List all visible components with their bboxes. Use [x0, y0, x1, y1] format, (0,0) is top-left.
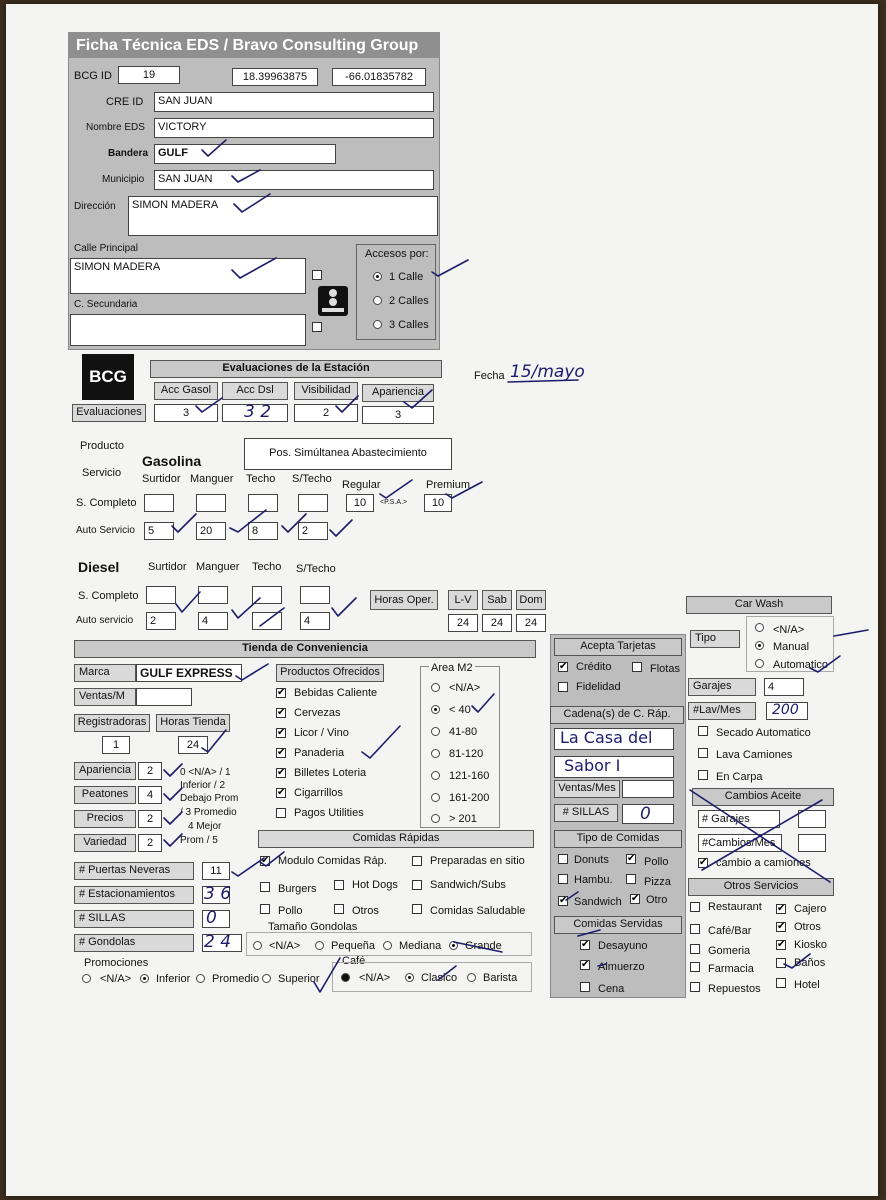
gondolas-handwritten: 2 4 [204, 932, 232, 952]
servicio-gomeria-checkbox[interactable] [690, 944, 700, 954]
tipo-sandwich-checkbox[interactable]: ✔ [559, 895, 568, 906]
horas-col-dom: Dom [516, 590, 546, 610]
tipo-sandwich-label: Sandwich [574, 896, 622, 908]
comidas-rapidas-title: Comidas Rápidas [258, 830, 534, 848]
servicio-banos-label: Baños [794, 957, 826, 969]
cafe-option-1: Clasico [421, 972, 458, 984]
estacionamientos-handwritten: 3 6 [204, 884, 232, 904]
lava-camiones-checkbox[interactable] [698, 748, 708, 758]
scale-line-5: 4 Mejor [188, 821, 222, 832]
bandera-field[interactable]: GULF [154, 144, 336, 164]
calle-principal-field[interactable]: SIMON MADERA [70, 258, 306, 294]
dsl-sc-surtidor[interactable] [146, 586, 176, 604]
area-option-5: 161-200 [449, 792, 490, 804]
cadena-sillas-label: # SILLAS [554, 804, 618, 822]
prod-loteria-label: Billetes Loteria [294, 767, 367, 779]
tarjeta-fidelidad-checkbox[interactable] [558, 682, 568, 692]
promo-option-1: Inferior [156, 973, 191, 985]
servida-cena-label: Cena [598, 983, 625, 995]
prod-cervezas-checkbox[interactable]: ✔ [277, 707, 286, 718]
cadena-sillas-handwritten: 0 [640, 804, 651, 824]
bcg-id-field[interactable]: 19 [118, 66, 180, 84]
gas-col-manguer: Manguer [190, 473, 234, 485]
promo-option-3: Superior [278, 973, 320, 985]
eval-acc-dsl-handwritten: 3 2 [244, 402, 272, 422]
col-acc-gasol: Acc Gasol [154, 382, 218, 400]
servicio-restaurant-label: Restaurant [708, 901, 762, 913]
puertas-label: # Puertas Neveras [74, 862, 194, 880]
tienda-sillas-handwritten: 0 [206, 908, 217, 928]
check-regular [380, 480, 412, 498]
servida-almuerzo-checkbox[interactable]: ✔ [581, 959, 590, 970]
producto-label: Producto [80, 440, 125, 452]
gas-sc-techo[interactable] [248, 494, 278, 512]
area-option-1: < 40 [449, 704, 471, 716]
calle-secundaria-label: C. Secundaria [74, 299, 138, 310]
car-wash-tipo-group [746, 616, 834, 672]
otros-servicios-title: Otros Servicios [688, 878, 834, 896]
comida-burgers-label: Burgers [278, 883, 317, 895]
cafe-radio-2[interactable] [467, 973, 476, 982]
traffic-light-icon [318, 286, 348, 316]
psa-label: <P.S.A.> [380, 499, 408, 506]
servicio-cajero-checkbox[interactable]: ✔ [777, 903, 786, 914]
lava-camiones-label: Lava Camiones [716, 749, 793, 761]
regular-field[interactable]: 10 [346, 494, 374, 512]
car-wash-garajes-field[interactable]: 4 [764, 678, 804, 696]
area-radio-4[interactable] [431, 771, 440, 780]
car-wash-title: Car Wash [686, 596, 832, 614]
eval-visibilidad[interactable]: 2 [294, 404, 358, 422]
tarjeta-credito-label: Crédito [576, 661, 612, 673]
pos-simultanea-box: Pos. Simúltanea Abastecimiento [244, 438, 452, 470]
col-apariencia: Apariencia [362, 384, 434, 402]
comida-otros-label: Otros [352, 905, 379, 917]
prod-bebidas-label: Bebidas Caliente [294, 687, 378, 699]
servicio-hotel-label: Hotel [794, 979, 820, 991]
servicio-gomeria-label: Gomeria [708, 945, 751, 957]
prod-loteria-checkbox[interactable]: ✔ [277, 767, 286, 778]
gas-as-surtidor[interactable]: 5 [144, 522, 174, 540]
tarjeta-fidelidad-label: Fidelidad [576, 681, 621, 693]
col-visibilidad: Visibilidad [294, 382, 358, 400]
productos-title: Productos Ofrecidos [276, 664, 384, 682]
tamano-option-0: <N/A> [269, 940, 301, 952]
area-radio-5[interactable] [431, 793, 440, 802]
tipo-pollo-checkbox[interactable]: ✔ [627, 853, 636, 864]
accesos-radio-3[interactable] [373, 320, 382, 329]
cambios-aceite-title: Cambios Aceite [692, 788, 834, 806]
area-radio-3[interactable] [431, 749, 440, 758]
lav-mes-handwritten: 200 [772, 702, 799, 718]
accesos-title: Accesos por: [365, 248, 429, 260]
prod-cervezas-label: Cervezas [294, 707, 341, 719]
calle-secundaria-field[interactable] [70, 314, 306, 346]
horas-tienda-label: Horas Tienda [156, 714, 230, 732]
accesos-option-2: 2 Calles [389, 295, 429, 307]
area-option-0: <N/A> [449, 682, 481, 694]
car-wash-option-0: <N/A> [773, 624, 805, 636]
tipo-donuts-checkbox[interactable] [558, 854, 568, 864]
tipo-otro-checkbox[interactable]: ✔ [631, 893, 640, 904]
tipo-pizza-checkbox[interactable] [626, 874, 636, 884]
dsl-s-completo-label: S. Completo [78, 590, 139, 602]
servicio-hotel-checkbox[interactable] [776, 978, 786, 988]
gondolas-label: # Gondolas [74, 934, 194, 952]
horas-col-lv: L-V [448, 590, 478, 610]
dsl-sc-stecho[interactable] [300, 586, 330, 604]
gas-sc-stecho[interactable] [298, 494, 328, 512]
comida-pollo-checkbox[interactable] [260, 904, 270, 914]
area-option-3: 81-120 [449, 748, 484, 760]
prod-pagos-checkbox[interactable] [276, 808, 286, 818]
prod-bebidas-checkbox[interactable]: ✔ [277, 687, 286, 698]
check-gas-surtidor [172, 514, 196, 532]
dsl-col-techo: Techo [252, 561, 282, 573]
nombre-eds-field[interactable]: VICTORY [154, 118, 434, 138]
bcg-logo: BCG [82, 354, 134, 400]
dsl-col-stecho: S/Techo [296, 563, 336, 575]
scale-line-4: / 3 Promedio [180, 807, 237, 818]
tamano-radio-3[interactable] [449, 941, 458, 950]
promo-radio-0[interactable] [82, 974, 91, 983]
cadenas-title: Cadena(s) de C. Ráp. [550, 706, 684, 724]
col-acc-dsl: Acc Dsl [222, 382, 288, 400]
tarjeta-flotas-label: Flotas [650, 663, 680, 675]
nombre-eds-label: Nombre EDS [86, 122, 145, 133]
marca-label: Marca [74, 664, 136, 682]
prod-cigarrillos-label: Cigarrillos [294, 787, 343, 799]
servicio-restaurant-checkbox[interactable] [690, 902, 700, 912]
tamano-group [246, 932, 532, 956]
tamano-radio-1[interactable] [315, 941, 324, 950]
servicio-cafebar-checkbox[interactable] [690, 924, 700, 934]
comida-otros-checkbox[interactable] [334, 904, 344, 914]
cambios-garajes-label: # Garajes [698, 810, 780, 828]
en-carpa-label: En Carpa [716, 771, 763, 783]
servicio-farmacia-label: Farmacia [708, 963, 754, 975]
dsl-auto-servicio-label: Auto servicio [76, 615, 134, 626]
eval-apariencia[interactable]: 3 [362, 406, 434, 424]
dsl-as-techo[interactable] [252, 612, 282, 630]
dsl-col-surtidor: Surtidor [148, 561, 187, 573]
tipo-pollo-label: Pollo [644, 856, 669, 868]
servicio-farmacia-checkbox[interactable] [690, 962, 700, 972]
comida-preparadas-checkbox[interactable] [412, 856, 422, 866]
horas-tienda-field[interactable]: 24 [178, 736, 208, 754]
municipio-field[interactable]: SAN JUAN [154, 170, 434, 190]
cadena-ventas-label: Ventas/Mes [554, 780, 620, 798]
form-sheet [6, 4, 878, 1196]
productos-list [274, 686, 424, 826]
comida-modulo-checkbox[interactable]: ✔ [261, 855, 270, 866]
area-radio-6[interactable] [431, 814, 440, 823]
check-gas-stecho [330, 520, 352, 536]
servicio-otros-label: Otros [794, 921, 821, 933]
comida-hotdogs-label: Hot Dogs [352, 879, 398, 891]
gas-sc-surtidor[interactable] [144, 494, 174, 512]
accesos-option-1: 1 Calle [389, 271, 424, 283]
regular-label: Regular [342, 479, 381, 491]
ventas-label: Ventas/M [74, 688, 136, 706]
area-option-6: > 201 [449, 813, 477, 825]
marca-field[interactable]: GULF EXPRESS [136, 664, 242, 682]
cre-id-label: CRE ID [106, 96, 144, 108]
longitude-field[interactable]: -66.01835782 [332, 68, 426, 86]
tarjeta-flotas-checkbox[interactable] [632, 662, 642, 672]
prod-pagos-label: Pagos Utilities [294, 807, 364, 819]
servicio-kiosko-label: Kiosko [794, 939, 828, 951]
tienda-sillas-label: # SILLAS [74, 910, 194, 928]
secado-label: Secado Automatico [716, 727, 811, 739]
gas-col-techo: Techo [246, 473, 276, 485]
promo-radio-3[interactable] [262, 974, 271, 983]
rating-peatones-field[interactable]: 4 [138, 786, 162, 804]
servida-desayuno-label: Desayuno [598, 940, 648, 952]
comida-sandwich-checkbox[interactable] [412, 880, 422, 890]
dsl-as-surtidor[interactable]: 2 [146, 612, 176, 630]
ventas-field[interactable] [136, 688, 192, 706]
tamano-radio-0[interactable] [253, 941, 262, 950]
gas-as-techo[interactable]: 8 [248, 522, 278, 540]
gasolina-title: Gasolina [142, 453, 202, 469]
horas-sab-field[interactable]: 24 [482, 614, 512, 632]
horas-dom-field[interactable]: 24 [516, 614, 546, 632]
municipio-label: Municipio [102, 174, 145, 185]
servicio-cajero-label: Cajero [794, 903, 827, 915]
tamano-option-1: Pequeña [331, 940, 376, 952]
tamano-option-2: Mediana [399, 940, 442, 952]
title-bar [68, 32, 440, 58]
prod-panaderia-label: Panaderia [294, 747, 345, 759]
rating-precios-field[interactable]: 2 [138, 810, 162, 828]
car-wash-radio-1[interactable] [755, 641, 764, 650]
gas-col-surtidor: Surtidor [142, 473, 181, 485]
check-dsl-stecho [332, 598, 356, 616]
accesos-radio-1[interactable] [373, 272, 382, 281]
cambio-camiones-label: cambio a camiones [716, 857, 811, 869]
comida-saludable-checkbox[interactable] [412, 904, 422, 914]
gas-as-stecho[interactable]: 2 [298, 522, 328, 540]
fecha-label: Fecha [474, 370, 505, 382]
tarjetas-title: Acepta Tarjetas [554, 638, 682, 656]
car-wash-garajes-label: Garajes [688, 678, 756, 696]
premium-field[interactable]: 10 [424, 494, 452, 512]
latitude-field[interactable]: 18.39963875 [232, 68, 318, 86]
cambios-mes-label: #Cambios/Mes [698, 834, 782, 852]
servicio-banos-checkbox[interactable] [776, 958, 786, 968]
horas-col-sab: Sab [482, 590, 512, 610]
evaluaciones-title: Evaluaciones de la Estación [150, 360, 442, 378]
bcg-id-label: BCG ID [74, 70, 112, 82]
comida-modulo-label: Modulo Comidas Ráp. [278, 855, 387, 867]
gas-s-completo-label: S. Completo [76, 497, 137, 509]
evaluaciones-row-label: Evaluaciones [72, 404, 146, 422]
area-option-4: 121-160 [449, 770, 490, 782]
cafe-radio-0[interactable] [341, 973, 350, 982]
fecha-value: 15/mayo [510, 362, 585, 382]
area-radio-2[interactable] [431, 727, 440, 736]
gas-auto-servicio-label: Auto Servicio [76, 525, 135, 536]
tarjeta-credito-checkbox[interactable]: ✔ [559, 661, 568, 672]
car-wash-radio-2[interactable] [755, 659, 764, 668]
rating-apariencia-label: Apariencia [74, 762, 136, 780]
promo-radio-1[interactable] [140, 974, 149, 983]
scale-line-6: Prom / 5 [180, 835, 218, 846]
cafe-option-0: <N/A> [359, 972, 391, 984]
dsl-as-stecho[interactable]: 4 [300, 612, 330, 630]
cafe-title: Café [342, 955, 366, 967]
comida-hotdogs-checkbox[interactable] [334, 880, 344, 890]
page-title: Ficha Técnica EDS / Bravo Consulting Group [76, 37, 419, 54]
car-wash-tipo-label: Tipo [690, 630, 740, 648]
comida-saludable-label: Comidas Saludable [430, 905, 526, 917]
prod-licor-checkbox[interactable]: ✔ [277, 727, 286, 738]
accesos-group [356, 244, 436, 340]
calle-principal-label: Calle Principal [74, 243, 138, 254]
comida-pollo-label: Pollo [278, 905, 303, 917]
tipo-hambu-checkbox[interactable] [558, 874, 568, 884]
cafe-option-2: Barista [483, 972, 518, 984]
cadena-line-2: Sabor I [564, 756, 621, 775]
accesos-option-3: 3 Calles [389, 319, 429, 331]
tamano-radio-2[interactable] [383, 941, 392, 950]
servida-almuerzo-label: Almuerzo [598, 961, 645, 973]
rating-precios-label: Precios [74, 810, 136, 828]
servicio-otros-checkbox[interactable]: ✔ [777, 921, 786, 932]
calle-principal-checkbox[interactable] [312, 270, 322, 280]
direccion-label: Dirección [74, 201, 116, 212]
area-title: Area M2 [431, 662, 473, 674]
dsl-col-manguer: Manguer [196, 561, 240, 573]
servicio-repuestos-checkbox[interactable] [690, 982, 700, 992]
registradoras-field[interactable]: 1 [102, 736, 130, 754]
premium-label: Premium [426, 479, 471, 491]
tipo-donuts-label: Donuts [574, 854, 609, 866]
secado-checkbox[interactable] [698, 726, 708, 736]
promociones-title: Promociones [84, 957, 149, 969]
tienda-title: Tienda de Conveniencia [74, 640, 536, 658]
rating-peatones-label: Peatones [74, 786, 136, 804]
diesel-title: Diesel [78, 559, 120, 575]
registradoras-label: Registradoras [74, 714, 150, 732]
puertas-field[interactable]: 11 [202, 862, 230, 880]
eval-acc-gasol[interactable]: 3 [154, 404, 218, 422]
area-group [420, 662, 500, 828]
promo-option-2: Promedio [212, 973, 260, 985]
gas-as-manguer[interactable]: 20 [196, 522, 226, 540]
car-wash-radio-0[interactable] [755, 623, 764, 632]
horas-lv-field[interactable]: 24 [448, 614, 478, 632]
rating-variedad-field[interactable]: 2 [138, 834, 162, 852]
scale-line-2: Inferior / 2 [180, 780, 226, 791]
check-manual [834, 630, 868, 636]
bandera-label: Bandera [108, 148, 149, 159]
prod-licor-label: Licor / Vino [294, 727, 349, 739]
tamano-option-3: Grande [465, 940, 502, 952]
dsl-as-manguer[interactable]: 4 [198, 612, 228, 630]
promo-option-0: <N/A> [100, 973, 132, 985]
servida-cena-checkbox[interactable] [580, 982, 590, 992]
cadena-ventas-field[interactable] [622, 780, 674, 798]
scale-line-3: Debajo Prom [180, 793, 239, 804]
servicio-cafebar-label: Café/Bar [708, 925, 752, 937]
dsl-sc-manguer[interactable] [198, 586, 228, 604]
lav-mes-label: #Lav/Mes [688, 702, 756, 720]
tamano-title: Tamaño Gondolas [268, 921, 358, 933]
cambios-garajes-field[interactable] [798, 810, 826, 828]
servida-desayuno-checkbox[interactable]: ✔ [581, 939, 590, 950]
servicio-repuestos-label: Repuestos [708, 983, 761, 995]
cafe-group [332, 962, 532, 992]
servicio-kiosko-checkbox[interactable]: ✔ [777, 939, 786, 950]
prod-panaderia-checkbox[interactable]: ✔ [277, 747, 286, 758]
scale-line-1: 0 <N/A> / 1 [180, 767, 231, 778]
cambios-mes-field[interactable] [798, 834, 826, 852]
cafe-radio-1[interactable] [405, 973, 414, 982]
car-wash-option-2: Automatico [773, 659, 829, 671]
rating-variedad-label: Variedad [74, 834, 136, 852]
tipo-hambu-label: Hambu. [574, 874, 613, 886]
direccion-field[interactable]: SIMON MADERA [128, 196, 438, 236]
comida-preparadas-label: Preparadas en sitio [430, 855, 525, 867]
dsl-sc-techo[interactable] [252, 586, 282, 604]
en-carpa-checkbox[interactable] [698, 770, 708, 780]
area-radio-0[interactable] [431, 683, 440, 692]
promo-radio-2[interactable] [196, 974, 205, 983]
check-dsl-surtidor [176, 592, 200, 612]
prod-cigarrillos-checkbox[interactable]: ✔ [277, 787, 286, 798]
area-option-2: 41-80 [449, 726, 478, 738]
comida-burgers-checkbox[interactable] [260, 882, 270, 892]
cadena-line-1: La Casa del [560, 728, 653, 747]
comidas-servidas-title: Comidas Servidas [554, 916, 682, 934]
cre-id-field[interactable]: SAN JUAN [154, 92, 434, 112]
tipo-comidas-title: Tipo de Comidas [554, 830, 682, 848]
area-radio-1[interactable] [431, 705, 440, 714]
comida-sandwich-label: Sandwich/Subs [430, 879, 506, 891]
car-wash-option-1: Manual [773, 641, 810, 653]
tipo-otro-label: Otro [646, 894, 668, 906]
estacionamientos-label: # Estacionamientos [74, 886, 194, 904]
tipo-pizza-label: Pizza [644, 876, 671, 888]
cambio-camiones-checkbox[interactable]: ✔ [699, 857, 708, 868]
gas-col-stecho: S/Techo [292, 473, 332, 485]
calle-secundaria-checkbox[interactable] [312, 322, 322, 332]
horas-oper-label: Horas Oper. [370, 590, 438, 610]
accesos-radio-2[interactable] [373, 296, 382, 305]
gas-sc-manguer[interactable] [196, 494, 226, 512]
rating-apariencia-field[interactable]: 2 [138, 762, 162, 780]
servicio-label: Servicio [82, 467, 122, 479]
promociones-group [74, 966, 324, 990]
